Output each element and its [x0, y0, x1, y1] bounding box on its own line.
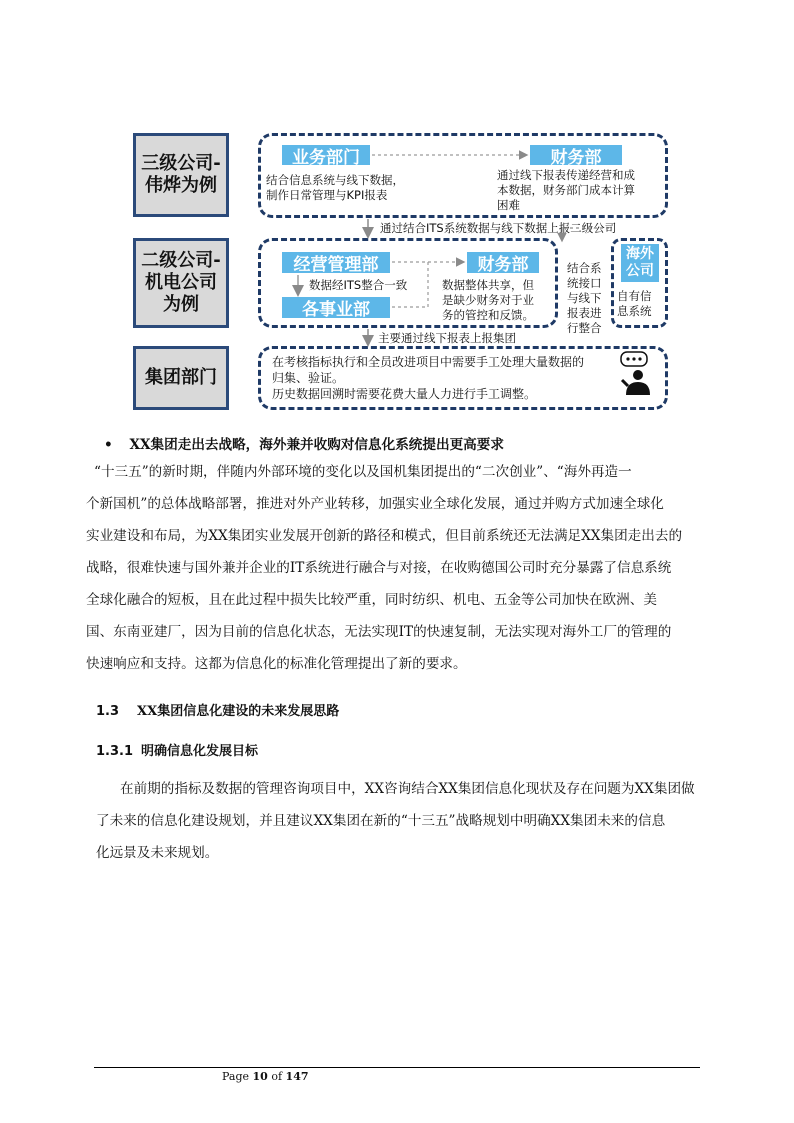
bullet-item	[104, 433, 504, 453]
finance-dept-tag-l3: 财务部	[530, 145, 622, 165]
group-dept-box: 集团部门	[133, 346, 229, 410]
diagram-connectors	[0, 0, 794, 420]
level2-company-box: 二级公司- 机电公司 为例	[133, 238, 229, 328]
share-text: 数据整体共享，但 是缺少财务对于业 务的管控和反馈。	[442, 278, 534, 322]
business-dept-tag: 业务部门	[282, 145, 370, 165]
overseas-company-tag: 海外 公司	[621, 244, 659, 282]
section-1-3-heading: 1.3 XX集团信息化建设的未来发展思路	[96, 704, 340, 719]
overseas-text: 自有信 息系统	[617, 289, 652, 318]
footer-rule	[94, 1067, 700, 1068]
org-diagram	[0, 0, 794, 420]
paragraph-line: 实业建设和布局，为XX集团实业发展开创新的路径和模式，但目前系统还无法满足XX集团走出去的	[86, 528, 683, 544]
paragraph-line: 全球化融合的短板，且在此过程中损失比较严重，同时纺织、机电、五金等公司加快在欧洲、美	[86, 592, 657, 608]
paragraph-line: 战略，很难快速与国外兼并企业的IT系统进行融合与对接，在收购德国公司时充分暴露了信息系统	[86, 560, 672, 576]
arrow2-label: 主要通过线下报表上报集团	[378, 331, 516, 345]
page-footer: Page 10 of 147	[222, 1070, 309, 1083]
level3-right-text: 通过线下报表传递经营和成 本数据，财务部门成本计算 困难	[497, 168, 635, 212]
finance-dept-tag-l2: 财务部	[467, 252, 539, 273]
paragraph-line: 快速响应和支持。这都为信息化的标准化管理提出了新的要求。	[86, 656, 467, 672]
mgmt-dept-tag: 经营管理部	[282, 252, 390, 273]
group-text: 在考核指标执行和全员改进项目中需要手工处理大量数据的 归集、验证。 历史数据回溯时需要花费大量人力进行手工调整。	[272, 355, 585, 401]
level3-company-box: 三级公司- 伟烨为例	[133, 133, 229, 217]
arrow1-label: 通过结合ITS系统数据与线下数据上报二级公司	[380, 221, 617, 235]
section-1-3-1-heading: 1.3.1 明确信息化发展目标	[96, 744, 259, 759]
paragraph-line: 国、东南亚建厂，因为目前的信息化状态，无法实现IT的快速复制，无法实现对海外工厂的管理的	[86, 624, 672, 640]
paragraph-line: 个新国机”的总体战略部署，推进对外产业转移，加强实业全球化发展，通过并购方式加速全球化	[86, 496, 664, 512]
paragraph-line: “十三五”的新时期，伴随内外部环境的变化以及国机集团提出的“二次创业”、“海外再造一	[94, 464, 632, 480]
business-units-tag: 各事业部	[282, 297, 390, 318]
arrow-units-to-finance	[392, 262, 428, 307]
level3-left-text: 结合信息系统与线下数据， 制作日常管理与KPI报表	[266, 173, 404, 202]
its-text: 数据经ITS整合一致	[309, 278, 408, 292]
current-page: 10	[252, 1070, 268, 1083]
bullet-title: XX集团走出去战略，海外兼并收购对信息化系统提出更高要求	[129, 437, 504, 453]
integration-side-text: 结合系 统接口 与线下 报表进 行整合	[567, 261, 602, 335]
bullet-symbol: •	[104, 437, 113, 453]
speaker-icon	[621, 352, 650, 395]
total-pages: 147	[285, 1070, 309, 1083]
paragraph-line: 了未来的信息化建设规划，并且建议XX集团在新的“十三五”战略规划中明确XX集团未来的信息	[96, 813, 666, 829]
paragraph-line: 化远景及未来规划。	[96, 845, 219, 861]
paragraph-line: 在前期的指标及数据的管理咨询项目中，XX咨询结合XX集团信息化现状及存在问题为XX集团做	[120, 781, 695, 797]
